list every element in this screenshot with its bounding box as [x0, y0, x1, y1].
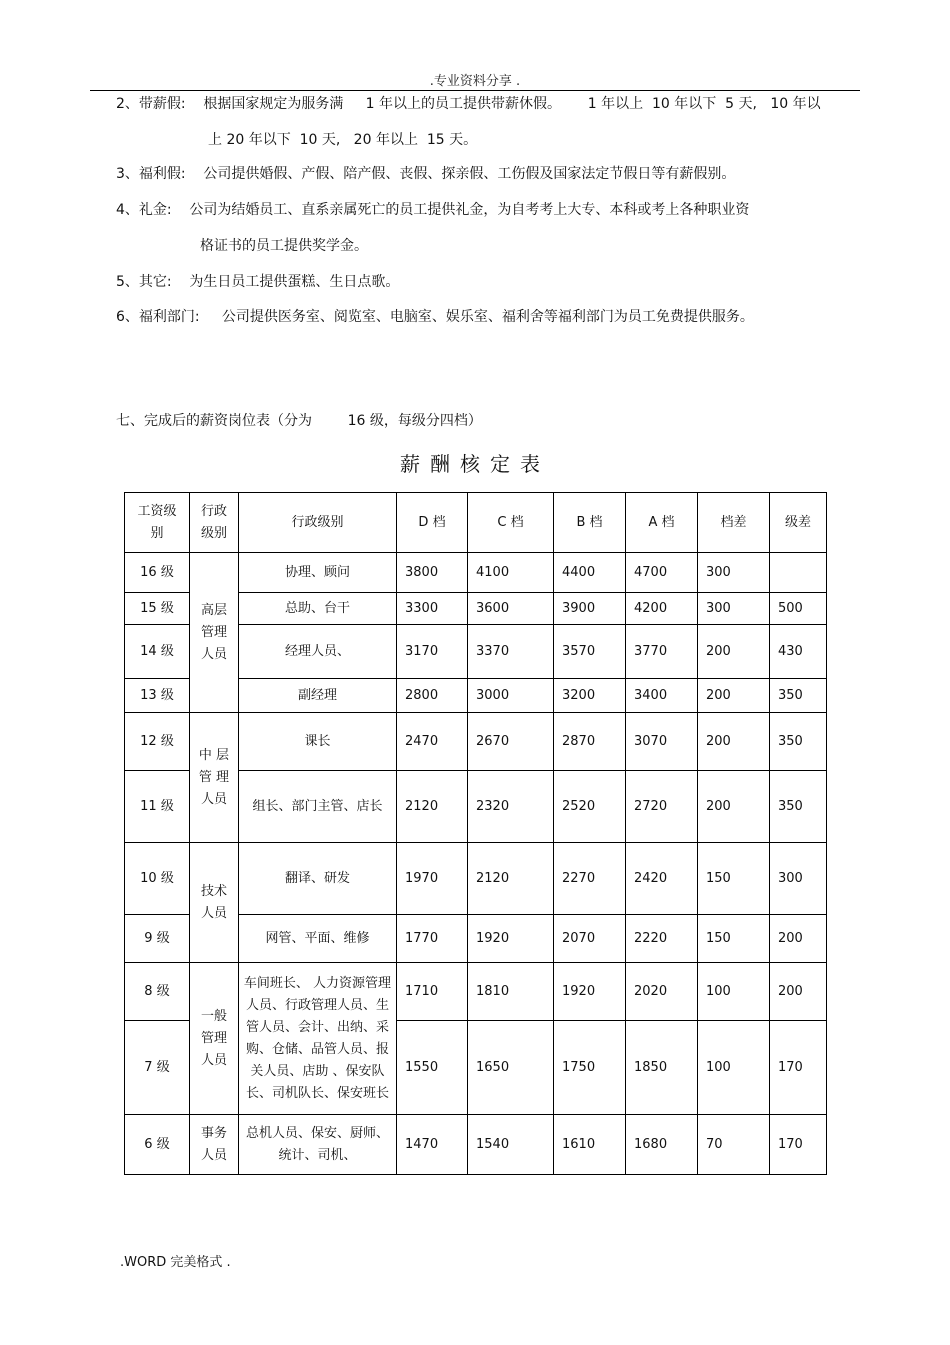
grade-diff-cell: 500 — [770, 593, 827, 625]
position-cell: 课长 — [239, 713, 397, 771]
grade-diff-cell: 350 — [770, 713, 827, 771]
grade-diff-cell: 350 — [770, 771, 827, 843]
position-cell: 协理、顾问 — [239, 553, 397, 593]
paragraph-welfare-dept: 6、福利部门: 公司提供医务室、阅览室、电脑室、娱乐室、福利舍等福利部门为员工免费提供服务。 — [116, 309, 754, 325]
d-cell: 2470 — [397, 713, 468, 771]
header-admin-rank: 行政级别 — [239, 493, 397, 553]
grade-diff-cell: 170 — [770, 1115, 827, 1175]
header-divider — [90, 90, 860, 91]
grade-diff-cell: 300 — [770, 843, 827, 915]
c-cell: 1810 — [468, 963, 554, 1021]
grade-cell: 7 级 — [125, 1021, 190, 1115]
grade-cell: 11 级 — [125, 771, 190, 843]
header-grade-diff: 级差 — [770, 493, 827, 553]
b-cell: 3200 — [554, 679, 626, 713]
b-cell: 2870 — [554, 713, 626, 771]
salary-table — [124, 492, 827, 1175]
grade-cell: 14 级 — [125, 625, 190, 679]
grade-diff-cell: 170 — [770, 1021, 827, 1115]
d-cell: 2120 — [397, 771, 468, 843]
a-cell: 4200 — [626, 593, 698, 625]
table-row — [125, 713, 827, 771]
header-admin-level: 行政级别 — [190, 493, 239, 553]
d-cell: 1710 — [397, 963, 468, 1021]
group-middle: 中 层管 理人员 — [190, 713, 239, 843]
b-cell: 1610 — [554, 1115, 626, 1175]
step-cell: 100 — [698, 1021, 770, 1115]
c-cell: 3370 — [468, 625, 554, 679]
grade-cell: 10 级 — [125, 843, 190, 915]
group-affairs: 事务人员 — [190, 1115, 239, 1175]
position-cell: 组长、部门主管、店长 — [239, 771, 397, 843]
c-cell: 2320 — [468, 771, 554, 843]
b-cell: 2520 — [554, 771, 626, 843]
step-cell: 70 — [698, 1115, 770, 1175]
b-cell: 2070 — [554, 915, 626, 963]
header-grade: 工资级别 — [125, 493, 190, 553]
grade-cell: 9 级 — [125, 915, 190, 963]
step-cell: 300 — [698, 593, 770, 625]
paragraph-paid-leave: 2、带薪假: 根据国家规定为服务满 1 年以上的员工提供带薪休假。 1 年以上 10 年以下 5 天, 10 年以 — [116, 96, 821, 112]
c-cell: 3000 — [468, 679, 554, 713]
grade-cell: 6 级 — [125, 1115, 190, 1175]
a-cell: 2420 — [626, 843, 698, 915]
b-cell: 4400 — [554, 553, 626, 593]
grade-cell: 15 级 — [125, 593, 190, 625]
grade-cell: 8 级 — [125, 963, 190, 1021]
step-cell: 100 — [698, 963, 770, 1021]
step-cell: 300 — [698, 553, 770, 593]
d-cell: 3300 — [397, 593, 468, 625]
paragraph-gift-money: 4、礼金: 公司为结婚员工、直系亲属死亡的员工提供礼金，为自考考上大专、本科或考上各种职业资 — [116, 202, 750, 218]
header-b: B 档 — [554, 493, 626, 553]
paragraph-other: 5、其它: 为生日员工提供蛋糕、生日点歌。 — [116, 274, 400, 290]
c-cell: 1920 — [468, 915, 554, 963]
grade-diff-cell — [770, 553, 827, 593]
c-cell: 1650 — [468, 1021, 554, 1115]
group-tech: 技术人员 — [190, 843, 239, 963]
a-cell: 2720 — [626, 771, 698, 843]
b-cell: 1920 — [554, 963, 626, 1021]
grade-diff-cell: 350 — [770, 679, 827, 713]
paragraph-gift-money-cont: 格证书的员工提供奖学金。 — [200, 238, 368, 254]
position-cell: 经理人员、 — [239, 625, 397, 679]
general-positions: 车间班长、 人力资源管理人员、行政管理人员、生管人员、会计、出纳、采购、仓储、品管人员、报关人员、店助 、保安队长、司机队长、保安班长 — [239, 963, 397, 1115]
grade-cell: 16 级 — [125, 553, 190, 593]
b-cell: 1750 — [554, 1021, 626, 1115]
step-cell: 200 — [698, 771, 770, 843]
step-cell: 200 — [698, 713, 770, 771]
position-cell: 总助、台干 — [239, 593, 397, 625]
c-cell: 3600 — [468, 593, 554, 625]
a-cell: 1850 — [626, 1021, 698, 1115]
section-title: 七、完成后的薪资岗位表（分为 16 级，每级分四档） — [116, 413, 482, 429]
table-title: 薪酬核定表 — [400, 452, 550, 476]
paragraph-welfare-leave: 3、福利假: 公司提供婚假、产假、陪产假、丧假、探亲假、工伤假及国家法定节假日等有薪假别。 — [116, 166, 736, 182]
grade-diff-cell: 200 — [770, 963, 827, 1021]
header-d: D 档 — [397, 493, 468, 553]
d-cell: 3170 — [397, 625, 468, 679]
a-cell: 3070 — [626, 713, 698, 771]
grade-cell: 12 级 — [125, 713, 190, 771]
position-cell: 副经理 — [239, 679, 397, 713]
table-row — [125, 1115, 827, 1175]
grade-diff-cell: 200 — [770, 915, 827, 963]
group-general: 一般管理人员 — [190, 963, 239, 1115]
page-footer: .WORD 完美格式 . — [120, 1255, 231, 1270]
d-cell: 2800 — [397, 679, 468, 713]
step-cell: 200 — [698, 625, 770, 679]
table-header-row — [125, 493, 827, 553]
d-cell: 1470 — [397, 1115, 468, 1175]
header-a: A 档 — [626, 493, 698, 553]
header-c: C 档 — [468, 493, 554, 553]
c-cell: 1540 — [468, 1115, 554, 1175]
step-cell: 200 — [698, 679, 770, 713]
a-cell: 4700 — [626, 553, 698, 593]
table-row — [125, 843, 827, 915]
d-cell: 1770 — [397, 915, 468, 963]
d-cell: 3800 — [397, 553, 468, 593]
step-cell: 150 — [698, 843, 770, 915]
a-cell: 1680 — [626, 1115, 698, 1175]
grade-diff-cell: 430 — [770, 625, 827, 679]
step-cell: 150 — [698, 915, 770, 963]
a-cell: 3770 — [626, 625, 698, 679]
b-cell: 3570 — [554, 625, 626, 679]
group-senior: 高层管理人员 — [190, 553, 239, 713]
c-cell: 2670 — [468, 713, 554, 771]
table-row — [125, 963, 827, 1021]
page-header: .专业资料分享 . — [429, 74, 521, 89]
d-cell: 1970 — [397, 843, 468, 915]
grade-cell: 13 级 — [125, 679, 190, 713]
b-cell: 2270 — [554, 843, 626, 915]
a-cell: 2220 — [626, 915, 698, 963]
table-row — [125, 553, 827, 593]
b-cell: 3900 — [554, 593, 626, 625]
paragraph-paid-leave-cont: 上 20 年以下 10 天, 20 年以上 15 天。 — [208, 132, 478, 148]
header-step-diff: 档差 — [698, 493, 770, 553]
position-cell: 网管、平面、维修 — [239, 915, 397, 963]
c-cell: 4100 — [468, 553, 554, 593]
position-cell: 总机人员、保安、厨师、统计、司机、 — [239, 1115, 397, 1175]
a-cell: 3400 — [626, 679, 698, 713]
position-cell: 翻译、研发 — [239, 843, 397, 915]
c-cell: 2120 — [468, 843, 554, 915]
d-cell: 1550 — [397, 1021, 468, 1115]
a-cell: 2020 — [626, 963, 698, 1021]
